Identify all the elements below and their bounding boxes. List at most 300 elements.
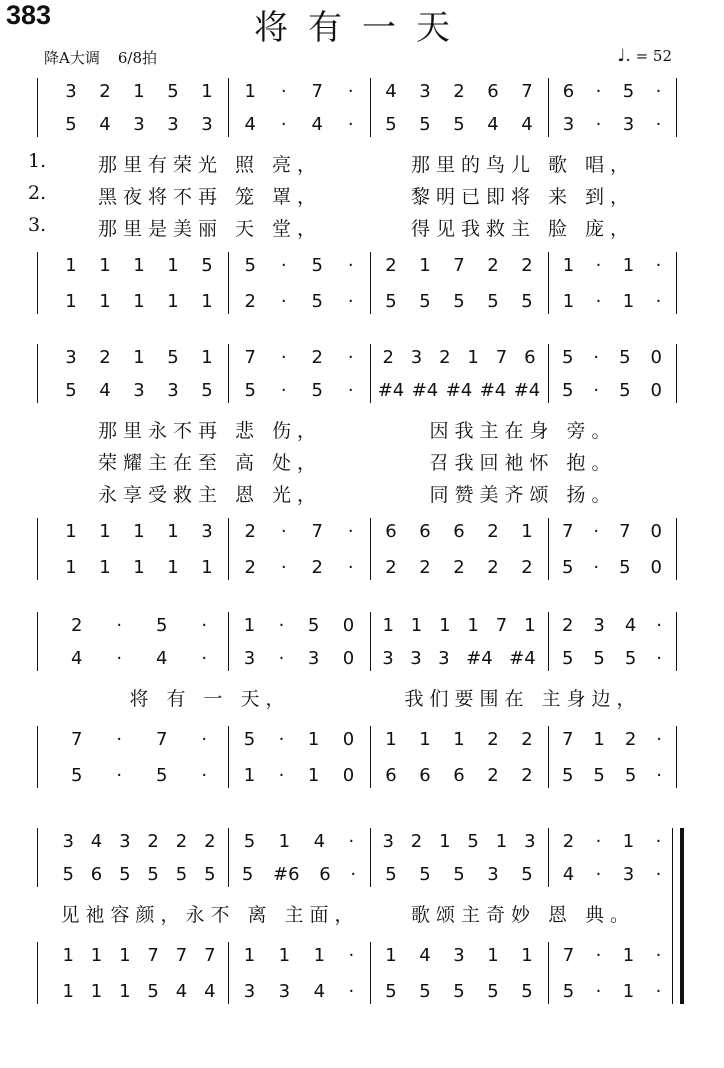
note-token: 4 bbox=[385, 80, 397, 102]
measure bbox=[552, 78, 672, 104]
note-token: 7 bbox=[619, 520, 631, 542]
note-token: 1 bbox=[133, 556, 145, 578]
note-token: 3 bbox=[133, 113, 145, 135]
lyric-text: 那里永不再 悲 伤， bbox=[97, 419, 323, 442]
note-token: 6 bbox=[453, 520, 465, 542]
note-token: 5 bbox=[453, 290, 465, 312]
note-token: 7 bbox=[561, 520, 574, 542]
barline bbox=[680, 828, 684, 1004]
barline bbox=[676, 612, 677, 671]
tenor-line bbox=[0, 252, 724, 278]
barline bbox=[370, 612, 371, 671]
note-token: 4 bbox=[99, 379, 111, 401]
note-token: 1 bbox=[562, 290, 575, 312]
lyric-text: 见祂容颜，永不 离 主面， bbox=[60, 903, 360, 926]
note-token: 5 bbox=[155, 614, 168, 636]
note-token: 5 bbox=[619, 346, 631, 368]
note-token: 2 bbox=[487, 728, 499, 750]
measure bbox=[552, 344, 672, 370]
note-token: 1 bbox=[133, 254, 145, 276]
barline bbox=[676, 344, 677, 403]
measure bbox=[54, 518, 224, 544]
note-token: 3 bbox=[65, 346, 77, 368]
lyric-phrase bbox=[374, 478, 672, 508]
note-token: 5 bbox=[307, 614, 320, 636]
note-token: 2 bbox=[147, 830, 159, 852]
tenor-line bbox=[0, 726, 724, 752]
measure bbox=[54, 344, 224, 370]
note-token: 5 bbox=[241, 863, 254, 885]
note-token: 0 bbox=[650, 520, 662, 542]
note-token: · bbox=[595, 290, 602, 312]
note-token: 3 bbox=[278, 980, 291, 1002]
note-token: 5 bbox=[487, 980, 499, 1002]
measure bbox=[54, 978, 224, 1004]
barline bbox=[37, 828, 38, 887]
note-token: 6 bbox=[385, 520, 397, 542]
note-token: 3 bbox=[487, 863, 499, 885]
lyric-text: 永享受救主 恩 光， bbox=[97, 483, 323, 506]
note-token: · bbox=[280, 290, 287, 312]
soprano-line bbox=[0, 344, 724, 370]
note-token: 1 bbox=[243, 614, 256, 636]
lyric-text: 将 有 一 天， bbox=[129, 687, 291, 710]
note-token: 5 bbox=[244, 379, 256, 401]
lyric-text: 得见我救主 脸 庞， bbox=[410, 217, 636, 240]
lyric-text: 歌颂主奇妙 恩 典。 bbox=[410, 903, 636, 926]
note-token: 6 bbox=[419, 764, 431, 786]
note-token: · bbox=[655, 830, 662, 852]
note-token: 1 bbox=[467, 346, 479, 368]
lyric-text: 那里的鸟儿 歌 唱， bbox=[410, 153, 636, 176]
note-token: 5 bbox=[201, 254, 213, 276]
note-token: 5 bbox=[147, 980, 159, 1002]
note-token: 7 bbox=[495, 614, 508, 636]
measure bbox=[54, 111, 224, 137]
note-token: 1 bbox=[521, 944, 533, 966]
note-token: · bbox=[278, 764, 285, 786]
note-token: 3 bbox=[62, 830, 74, 852]
note-token: 1 bbox=[99, 254, 111, 276]
measure bbox=[374, 978, 544, 1004]
measure bbox=[374, 518, 544, 544]
measure bbox=[54, 612, 224, 638]
note-token: 3 bbox=[65, 80, 77, 102]
note-token: 2 bbox=[385, 556, 397, 578]
measure bbox=[374, 554, 544, 580]
note-token: 1 bbox=[243, 764, 256, 786]
lyric-phrase bbox=[374, 148, 672, 178]
note-token: · bbox=[595, 944, 602, 966]
measure bbox=[54, 942, 224, 968]
note-token: 6 bbox=[90, 863, 103, 885]
lyric-line bbox=[0, 898, 724, 928]
music-system bbox=[0, 612, 724, 852]
note-token: 1 bbox=[62, 980, 74, 1002]
note-token: 1 bbox=[307, 764, 320, 786]
measure bbox=[552, 645, 672, 671]
note-token: 1 bbox=[278, 830, 291, 852]
note-token: · bbox=[656, 614, 662, 636]
measure bbox=[232, 762, 366, 788]
note-token: 1 bbox=[410, 614, 423, 636]
note-token: · bbox=[201, 614, 208, 636]
note-token: 0 bbox=[342, 764, 355, 786]
key-signature: 降A大调 bbox=[44, 49, 100, 67]
measure bbox=[374, 942, 544, 968]
measure bbox=[552, 978, 672, 1004]
note-token: 1 bbox=[167, 290, 179, 312]
note-token: 1 bbox=[167, 520, 179, 542]
barline bbox=[37, 518, 38, 580]
note-token: · bbox=[656, 764, 662, 786]
note-token: · bbox=[278, 647, 285, 669]
note-token: 2 bbox=[244, 290, 256, 312]
note-token: 7 bbox=[147, 944, 159, 966]
note-token: 1 bbox=[622, 254, 635, 276]
note-token: · bbox=[595, 980, 602, 1002]
barline bbox=[370, 828, 371, 887]
measure bbox=[374, 111, 544, 137]
note-token: 3 bbox=[243, 980, 256, 1002]
note-token: 5 bbox=[65, 113, 77, 135]
note-token: 1 bbox=[313, 944, 326, 966]
note-token: 0 bbox=[650, 379, 662, 401]
barline bbox=[37, 612, 38, 671]
note-token: 5 bbox=[204, 863, 216, 885]
note-token: · bbox=[595, 863, 602, 885]
note-token: 1 bbox=[622, 980, 635, 1002]
note-token: 6 bbox=[562, 80, 575, 102]
note-token: 6 bbox=[419, 520, 431, 542]
note-token: · bbox=[347, 520, 354, 542]
barline bbox=[228, 344, 229, 403]
note-token: 3 bbox=[622, 113, 635, 135]
note-token: · bbox=[347, 346, 354, 368]
note-token: 3 bbox=[410, 346, 423, 368]
note-token: 5 bbox=[385, 113, 397, 135]
note-token: 4 bbox=[313, 830, 326, 852]
measure bbox=[374, 828, 544, 854]
note-token: 2 bbox=[385, 254, 397, 276]
measure bbox=[232, 861, 366, 887]
lyric-text: 那里有荣光 照 亮， bbox=[97, 153, 323, 176]
note-token: 4 bbox=[419, 944, 431, 966]
note-token: · bbox=[278, 728, 285, 750]
barline bbox=[676, 726, 677, 788]
note-token: · bbox=[201, 728, 208, 750]
barline bbox=[548, 344, 549, 403]
note-token: 5 bbox=[561, 346, 574, 368]
note-token: 6 bbox=[319, 863, 331, 885]
note-token: 1 bbox=[99, 556, 111, 578]
music-system bbox=[0, 344, 724, 584]
measure bbox=[54, 645, 224, 671]
note-token: 0 bbox=[342, 614, 355, 636]
note-token: 4 bbox=[487, 113, 499, 135]
barline bbox=[228, 942, 229, 1004]
measure bbox=[552, 288, 672, 314]
note-token: · bbox=[595, 254, 602, 276]
note-token: 2 bbox=[562, 830, 575, 852]
note-token: 1 bbox=[65, 254, 77, 276]
measure bbox=[232, 518, 366, 544]
measure bbox=[232, 828, 366, 854]
barline bbox=[672, 828, 673, 1004]
note-token: 1 bbox=[133, 346, 145, 368]
note-token: 1 bbox=[385, 728, 397, 750]
measure bbox=[232, 111, 366, 137]
lyric-line bbox=[0, 212, 724, 242]
note-token: 1 bbox=[62, 944, 74, 966]
verse-number: 1. bbox=[28, 150, 47, 172]
note-token: 1 bbox=[622, 944, 635, 966]
note-token: 2 bbox=[99, 80, 111, 102]
note-token: 1 bbox=[419, 254, 431, 276]
note-token: 2 bbox=[561, 614, 574, 636]
barline bbox=[548, 612, 549, 671]
note-token: · bbox=[350, 863, 357, 885]
bass-line bbox=[0, 978, 724, 1004]
barline bbox=[370, 78, 371, 137]
measure bbox=[54, 861, 224, 887]
note-token: 5 bbox=[561, 556, 574, 578]
note-token: #4 bbox=[509, 647, 536, 669]
note-token: 4 bbox=[204, 980, 216, 1002]
note-token: 1 bbox=[65, 520, 77, 542]
lyric-phrase bbox=[54, 478, 366, 508]
barline bbox=[548, 942, 549, 1004]
note-token: 7 bbox=[561, 728, 574, 750]
note-token: · bbox=[593, 556, 600, 578]
note-token: 1 bbox=[119, 980, 131, 1002]
measure bbox=[374, 78, 544, 104]
note-token: 2 bbox=[382, 346, 394, 368]
note-token: 5 bbox=[593, 764, 605, 786]
measure bbox=[374, 645, 544, 671]
note-token: 1 bbox=[201, 346, 213, 368]
note-token: · bbox=[655, 944, 662, 966]
note-token: #4 bbox=[445, 379, 473, 401]
note-token: 1 bbox=[487, 944, 499, 966]
note-token: 6 bbox=[524, 346, 536, 368]
note-token: 2 bbox=[521, 556, 533, 578]
note-token: 3 bbox=[243, 647, 256, 669]
note-token: · bbox=[347, 254, 354, 276]
note-token: 2 bbox=[99, 346, 111, 368]
note-token: 4 bbox=[521, 113, 533, 135]
lyric-phrase bbox=[374, 446, 672, 476]
barline bbox=[548, 252, 549, 314]
lyric-phrase bbox=[374, 180, 672, 210]
note-token: · bbox=[348, 980, 355, 1002]
measure bbox=[54, 252, 224, 278]
lyric-phrase bbox=[54, 414, 366, 444]
note-token: 7 bbox=[204, 944, 216, 966]
music-system bbox=[0, 828, 724, 1068]
note-token: 5 bbox=[487, 290, 499, 312]
measure bbox=[374, 726, 544, 752]
note-token: · bbox=[655, 80, 662, 102]
note-token: 4 bbox=[562, 863, 575, 885]
bass-line bbox=[0, 288, 724, 314]
note-token: 3 bbox=[419, 80, 431, 102]
lyric-text: 同赞美齐颂 扬。 bbox=[429, 483, 617, 506]
note-token: 1 bbox=[385, 944, 397, 966]
barline bbox=[548, 518, 549, 580]
note-token: 5 bbox=[62, 863, 74, 885]
note-token: 2 bbox=[624, 728, 637, 750]
lyric-phrase bbox=[374, 898, 672, 928]
note-token: 5 bbox=[243, 830, 256, 852]
barline bbox=[37, 252, 38, 314]
bass-line bbox=[0, 554, 724, 580]
measure bbox=[54, 828, 224, 854]
tenor-line bbox=[0, 518, 724, 544]
measure bbox=[552, 252, 672, 278]
note-token: 5 bbox=[385, 863, 397, 885]
measure bbox=[552, 554, 672, 580]
note-token: 3 bbox=[133, 379, 145, 401]
note-token: 1 bbox=[119, 944, 131, 966]
note-token: 5 bbox=[562, 980, 575, 1002]
note-token: #4 bbox=[513, 379, 541, 401]
note-token: 3 bbox=[622, 863, 635, 885]
note-token: · bbox=[595, 80, 602, 102]
lyric-phrase bbox=[54, 682, 366, 712]
measure bbox=[54, 762, 224, 788]
note-token: 7 bbox=[311, 80, 323, 102]
note-token: 7 bbox=[175, 944, 188, 966]
note-token: 5 bbox=[419, 863, 431, 885]
note-token: 3 bbox=[382, 830, 394, 852]
note-token: 2 bbox=[244, 520, 256, 542]
note-token: 1 bbox=[453, 728, 465, 750]
hymn-title: 将有一天 bbox=[254, 8, 470, 48]
note-token: 5 bbox=[311, 379, 323, 401]
note-token: · bbox=[655, 254, 662, 276]
barline bbox=[676, 78, 677, 137]
measure bbox=[54, 554, 224, 580]
measure bbox=[54, 377, 224, 403]
note-token: 7 bbox=[311, 520, 323, 542]
note-token: · bbox=[655, 980, 662, 1002]
note-token: 5 bbox=[521, 290, 533, 312]
note-token: 1 bbox=[99, 520, 111, 542]
lyric-line bbox=[0, 446, 724, 476]
barline bbox=[228, 612, 229, 671]
note-token: 5 bbox=[311, 254, 323, 276]
barline bbox=[548, 726, 549, 788]
note-token: 1 bbox=[622, 830, 635, 852]
lyric-phrase bbox=[54, 180, 366, 210]
note-token: 5 bbox=[453, 980, 465, 1002]
note-token: 3 bbox=[593, 614, 605, 636]
barline bbox=[228, 828, 229, 887]
barline bbox=[370, 726, 371, 788]
note-token: 1 bbox=[521, 520, 533, 542]
note-token: 2 bbox=[487, 556, 499, 578]
note-token: · bbox=[595, 113, 602, 135]
barline bbox=[37, 78, 38, 137]
measure bbox=[232, 645, 366, 671]
measure bbox=[374, 762, 544, 788]
note-token: 4 bbox=[244, 113, 256, 135]
alto-line bbox=[0, 111, 724, 137]
note-token: 1 bbox=[133, 520, 145, 542]
barline bbox=[228, 518, 229, 580]
note-token: 4 bbox=[155, 647, 168, 669]
measure bbox=[374, 861, 544, 887]
note-token: 1 bbox=[90, 980, 103, 1002]
note-token: · bbox=[655, 863, 662, 885]
note-token: · bbox=[347, 556, 354, 578]
note-token: 5 bbox=[385, 290, 397, 312]
note-token: 2 bbox=[410, 830, 423, 852]
note-token: 2 bbox=[487, 254, 499, 276]
barline bbox=[228, 726, 229, 788]
note-token: · bbox=[116, 614, 123, 636]
note-token: 2 bbox=[521, 254, 533, 276]
key-meter bbox=[44, 47, 175, 68]
note-token: 3 bbox=[307, 647, 320, 669]
note-token: 3 bbox=[524, 830, 536, 852]
measure bbox=[552, 377, 672, 403]
tempo-marking bbox=[617, 46, 672, 66]
note-token: 5 bbox=[311, 290, 323, 312]
note-token: 5 bbox=[593, 647, 605, 669]
barline bbox=[370, 252, 371, 314]
alto-line bbox=[0, 861, 724, 887]
note-token: 3 bbox=[119, 830, 131, 852]
measure bbox=[232, 252, 366, 278]
note-token: · bbox=[655, 290, 662, 312]
note-token: 2 bbox=[439, 346, 451, 368]
note-token: 5 bbox=[243, 728, 256, 750]
note-token: · bbox=[116, 647, 123, 669]
measure bbox=[374, 612, 544, 638]
note-token: · bbox=[201, 764, 208, 786]
lyric-text: 我们要围在 主身边， bbox=[404, 687, 642, 710]
measure bbox=[552, 111, 672, 137]
note-token: #4 bbox=[411, 379, 439, 401]
note-token: 7 bbox=[521, 80, 533, 102]
measure bbox=[552, 942, 672, 968]
measure bbox=[232, 288, 366, 314]
note-token: 5 bbox=[175, 863, 188, 885]
note-token: 2 bbox=[453, 556, 465, 578]
note-token: 4 bbox=[311, 113, 323, 135]
note-token: 1 bbox=[167, 556, 179, 578]
note-token: 5 bbox=[619, 556, 631, 578]
note-token: · bbox=[280, 556, 287, 578]
barline bbox=[370, 942, 371, 1004]
lyric-text: 因我主在身 旁。 bbox=[429, 419, 617, 442]
note-token: 5 bbox=[155, 764, 168, 786]
note-token: · bbox=[280, 113, 287, 135]
note-token: 1 bbox=[562, 254, 575, 276]
note-token: 5 bbox=[419, 290, 431, 312]
note-token: 1 bbox=[495, 830, 508, 852]
note-token: 5 bbox=[201, 379, 213, 401]
bass-line bbox=[0, 762, 724, 788]
note-token: 1 bbox=[201, 80, 213, 102]
note-token: 3 bbox=[201, 520, 213, 542]
note-token: · bbox=[655, 113, 662, 135]
note-token: 1 bbox=[244, 80, 256, 102]
note-token: 2 bbox=[175, 830, 188, 852]
measure bbox=[232, 942, 366, 968]
